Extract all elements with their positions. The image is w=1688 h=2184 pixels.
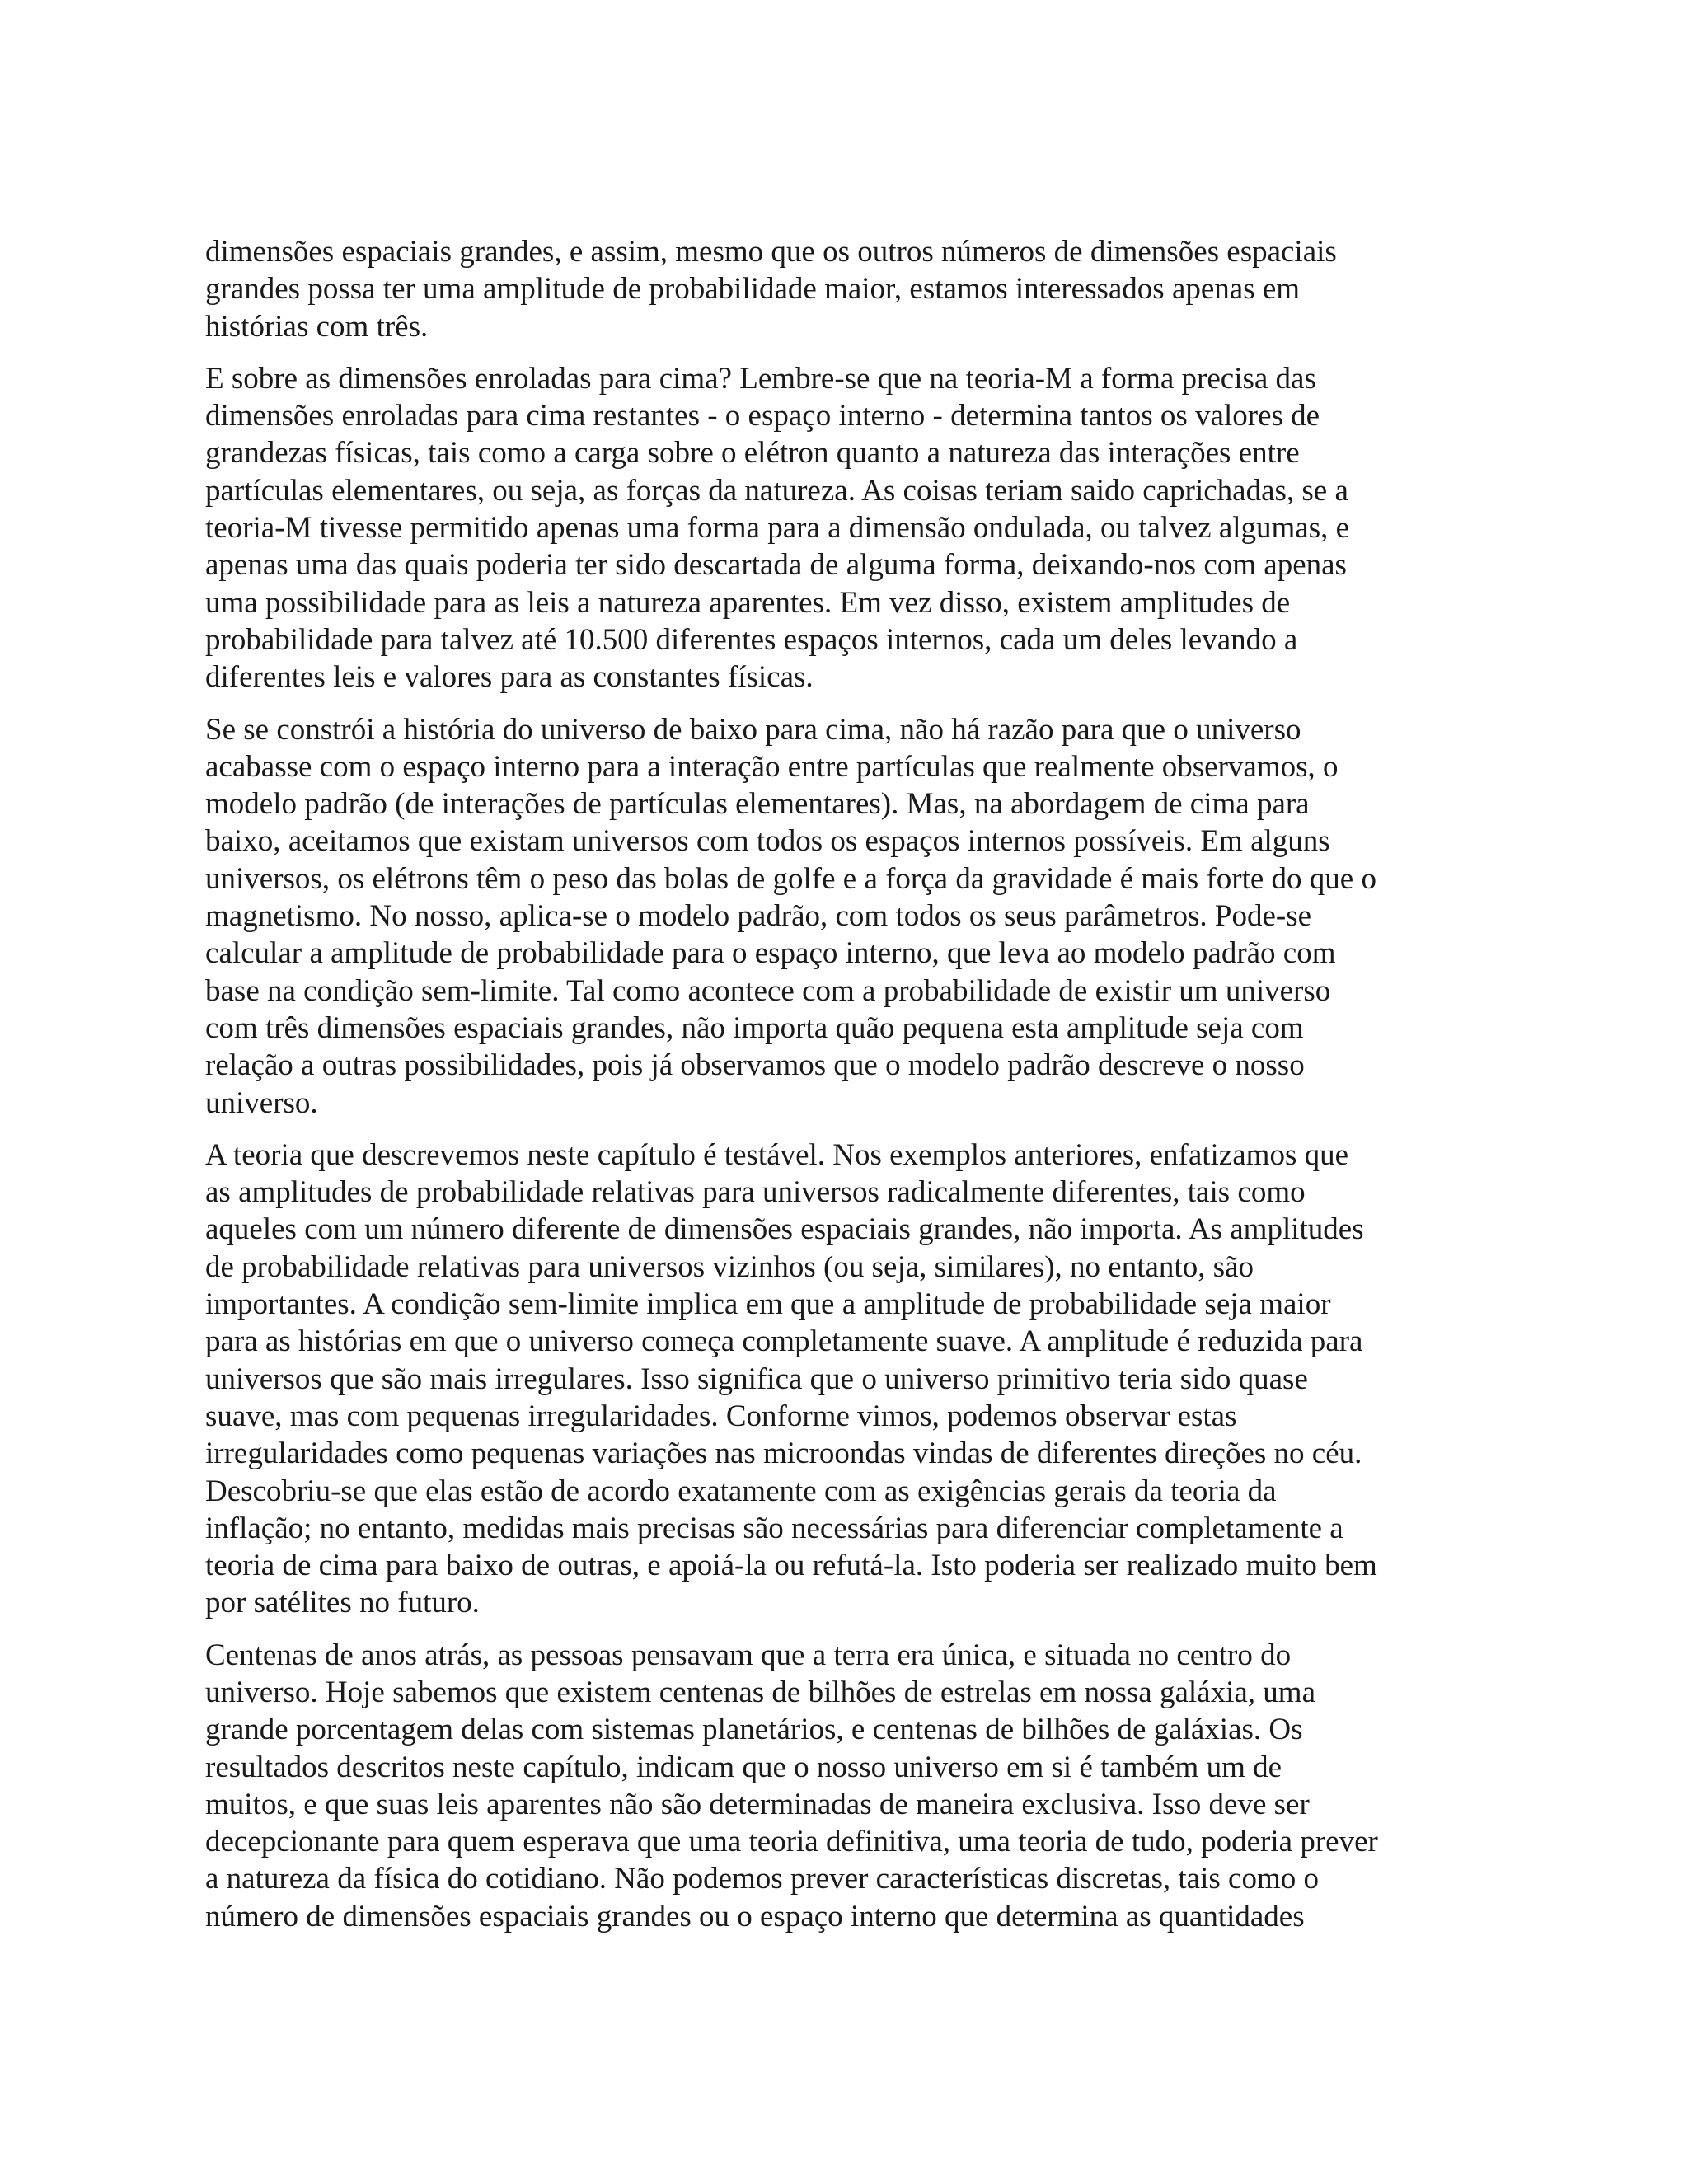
paragraph (205, 233, 1475, 345)
text-line: para as histórias em que o universo começa completamente suave. A amplitude é reduzida para (205, 1324, 1363, 1359)
text-line: a natureza da física do cotidiano. Não podemos prever características discretas, tais como o (205, 1862, 1319, 1896)
text-line: partículas elementares, ou seja, as forças da natureza. As coisas teriam saido caprichadas, se a (205, 473, 1348, 508)
text-line: histórias com três. (205, 309, 429, 344)
text-line: uma possibilidade para as leis a natureza aparentes. Em vez disso, existem amplitudes de (205, 585, 1291, 620)
text-line: grandes possa ter uma amplitude de probabilidade maior, estamos interessados apenas em (205, 272, 1301, 307)
text-line: grande porcentagem delas com sistemas planetários, e centenas de bilhões de galáxias. Os (205, 1713, 1303, 1747)
paragraph (205, 360, 1475, 696)
text-line: base na condição sem-limite. Tal como acontece com a probabilidade de existir um universo (205, 973, 1331, 1008)
text-line: modelo padrão (de interações de partículas elementares). Mas, na abordagem de cima para (205, 787, 1310, 822)
text-line: A teoria que descrevemos neste capítulo é testável. Nos exemplos anteriores, enfatizamos que (205, 1137, 1349, 1172)
text-line: dimensões espaciais grandes, e assim, mesmo que os outros números de dimensões espaciais (205, 235, 1337, 269)
text-line: por satélites no futuro. (205, 1586, 480, 1620)
text-line: teoria-M tivesse permitido apenas uma forma para a dimensão ondulada, ou talvez algumas, e (205, 511, 1350, 546)
text-line: apenas uma das quais poderia ter sido descartada de alguma forma, deixando-nos com apenas (205, 548, 1347, 583)
text-line: as amplitudes de probabilidade relativas para universos radicalmente diferentes, tais como (205, 1175, 1306, 1210)
text-line: Se se constrói a história do universo de baixo para cima, não há razão para que o universo (205, 712, 1301, 747)
text-line: Centenas de anos atrás, as pessoas pensavam que a terra era única, e situada no centro do (205, 1638, 1292, 1672)
text-line: resultados descritos neste capítulo, indicam que o nosso universo em si é também um de (205, 1750, 1282, 1784)
text-line: Descobriu-se que elas estão de acordo exatamente com as exigências gerais da teoria da (205, 1474, 1277, 1508)
paragraph (205, 1137, 1475, 1622)
text-line: universos, os elétrons têm o peso das bolas de golfe e a força da gravidade é mais forte do que o (205, 861, 1376, 896)
text-line: diferentes leis e valores para as constantes físicas. (205, 660, 814, 695)
text-line: calcular a amplitude de probabilidade para o espaço interno, que leva ao modelo padrão com (205, 936, 1336, 971)
text-line: E sobre as dimensões enroladas para cima? Lembre-se que na teoria-M a forma precisa das (205, 361, 1316, 396)
body-text (205, 233, 1475, 1950)
text-line: universo. (205, 1085, 318, 1120)
paragraph (205, 711, 1475, 1122)
text-line: suave, mas com pequenas irregularidades. Conforme vimos, podemos observar estas (205, 1399, 1237, 1433)
text-line: decepcionante para quem esperava que uma teoria definitiva, uma teoria de tudo, poderia prever (205, 1825, 1378, 1859)
text-line: importantes. A condição sem-limite implica em que a amplitude de probabilidade seja maior (205, 1287, 1331, 1322)
text-line: muitos, e que suas leis aparentes não são determinadas de maneira exclusiva. Isso deve ser (205, 1787, 1310, 1821)
text-line: relação a outras possibilidades, pois já observamos que o modelo padrão descreve o nosso (205, 1048, 1305, 1083)
paragraph (205, 1637, 1475, 1935)
text-line: de probabilidade relativas para universos vizinhos (ou seja, similares), no entanto, são (205, 1249, 1254, 1284)
text-line: probabilidade para talvez até 10.500 diferentes espaços internos, cada um deles levando a (205, 622, 1298, 657)
text-line: dimensões enroladas para cima restantes - o espaço interno - determina tantos os valores de (205, 399, 1320, 434)
text-line: magnetismo. No nosso, aplica-se o modelo padrão, com todos os seus parâmetros. Pode-se (205, 899, 1312, 934)
text-line: baixo, aceitamos que existam universos com todos os espaços internos possíveis. Em alguns (205, 824, 1330, 859)
text-line: teoria de cima para baixo de outras, e apoiá-la ou refutá-la. Isto poderia ser realizado muito bem (205, 1549, 1377, 1583)
text-line: universo. Hoje sabemos que existem centenas de bilhões de estrelas em nossa galáxia, uma (205, 1675, 1316, 1709)
text-line: inflação; no entanto, medidas mais precisas são necessárias para diferenciar completamente a (205, 1511, 1343, 1545)
text-line: número de dimensões espaciais grandes ou o espaço interno que determina as quantidades (205, 1899, 1305, 1933)
text-line: com três dimensões espaciais grandes, não importa quão pequena esta amplitude seja com (205, 1010, 1304, 1045)
text-line: grandezas físicas, tais como a carga sobre o elétron quanto a natureza das interações entre (205, 436, 1300, 471)
text-line: aqueles com um número diferente de dimensões espaciais grandes, não importa. As amplitudes (205, 1212, 1364, 1247)
text-line: acabasse com o espaço interno para a interação entre partículas que realmente observamos, o (205, 749, 1339, 784)
text-line: universos que são mais irregulares. Isso significa que o universo primitivo teria sido quase (205, 1361, 1308, 1396)
text-line: irregularidades como pequenas variações nas microondas vindas de diferentes direções no céu. (205, 1436, 1362, 1471)
